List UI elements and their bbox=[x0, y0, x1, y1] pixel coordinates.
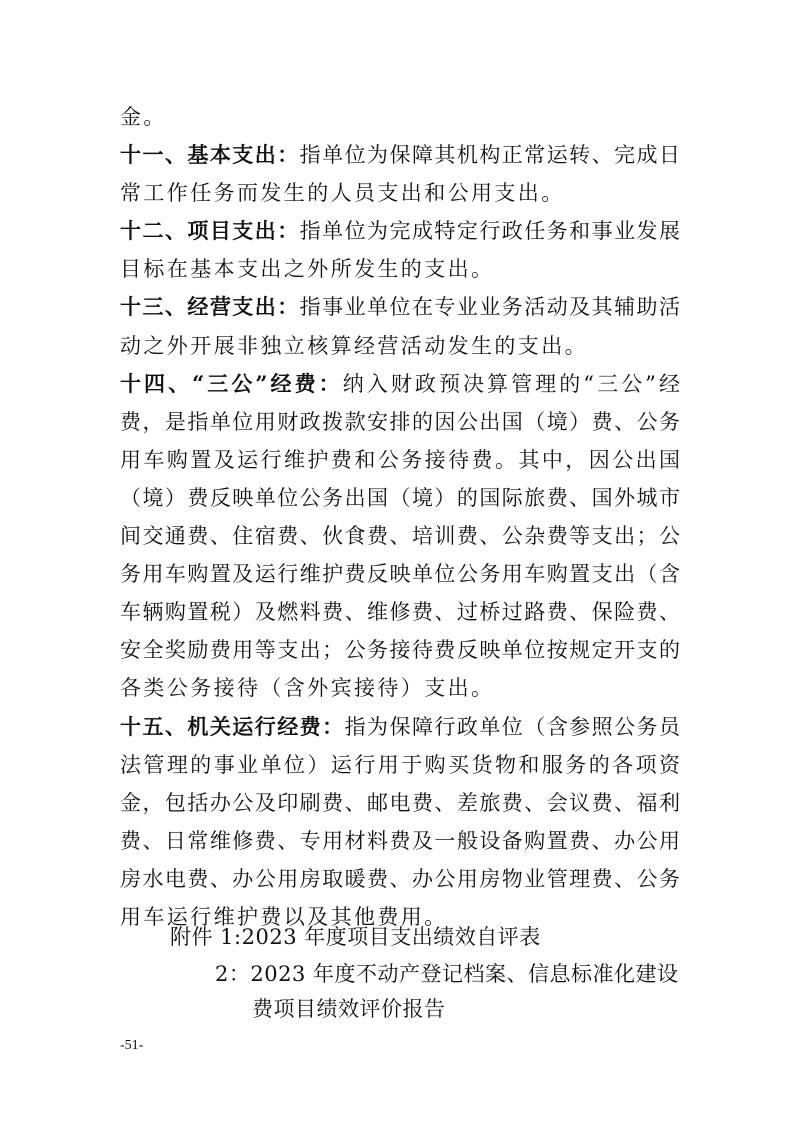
attachment-line-3: 费项目绩效评价报告 bbox=[252, 997, 446, 1021]
text-line: 金，包括办公及印刷费、邮电费、差旅费、会议费、福利 bbox=[120, 790, 680, 815]
text-line: 车辆购置税）及燃料费、维修费、过桥过路费、保险费、 bbox=[120, 600, 680, 625]
text-line: 法管理的事业单位）运行用于购买货物和服务的各项资 bbox=[120, 752, 680, 777]
text-line-term-15: 十五、机关运行经费：指为保障行政单位（含参照公务员 bbox=[120, 713, 681, 739]
text-line: 用车购置及运行维护费和公务接待费。其中，因公出国 bbox=[120, 447, 680, 472]
text-line: 间交通费、住宿费、伙食费、培训费、公杂费等支出；公 bbox=[120, 524, 680, 549]
term-heading: 十二、项目支出： bbox=[120, 218, 300, 244]
page-number: -51- bbox=[120, 1038, 144, 1053]
attachment-line-2: 2：2023 年度不动产登记档案、信息标准化建设 bbox=[215, 962, 679, 986]
text-line: 各类公务接待（含外宾接待）支出。 bbox=[120, 676, 495, 701]
document-body bbox=[120, 98, 680, 936]
text-line: 务用车购置及运行维护费反映单位公务用车购置支出（含 bbox=[120, 562, 680, 587]
text-line-term-14: 十四、“三公”经费：纳入财政预决算管理的“三公”经 bbox=[120, 370, 680, 396]
text-line: 目标在基本支出之外所发生的支出。 bbox=[120, 257, 495, 282]
text-line-term-13: 十三、经营支出：指事业单位在专业业务活动及其辅助活 bbox=[120, 294, 681, 320]
text-line: 常工作任务而发生的人员支出和公用支出。 bbox=[120, 181, 565, 206]
text-line: 费，是指单位用财政拨款安排的因公出国（境）费、公务 bbox=[120, 409, 680, 434]
term-heading: 十一、基本支出： bbox=[120, 142, 300, 168]
text-line-term-12: 十二、项目支出：指单位为完成特定行政任务和事业发展 bbox=[120, 218, 681, 244]
attachment-line-1: 附件 1:2023 年度项目支出绩效自评表 bbox=[170, 925, 541, 949]
term-heading: 十五、机关运行经费： bbox=[120, 713, 345, 739]
text-line: 用车运行维护费以及其他费用。 bbox=[120, 904, 448, 929]
term-heading: 十四、“三公”经费： bbox=[120, 370, 343, 396]
text-line: 动之外开展非独立核算经营活动发生的支出。 bbox=[120, 333, 588, 358]
text-line-term-11: 十一、基本支出：指单位为保障其机构正常运转、完成日 bbox=[120, 142, 681, 168]
text-line: 金。 bbox=[120, 105, 167, 129]
text-line: 房水电费、办公用房取暖费、办公用房物业管理费、公务 bbox=[120, 866, 680, 891]
text-line: （境）费反映单位公务出国（境）的国际旅费、国外城市 bbox=[120, 485, 680, 510]
text-line: 费、日常维修费、专用材料费及一般设备购置费、办公用 bbox=[120, 828, 680, 853]
text-line: 安全奖励费用等支出；公务接待费反映单位按规定开支的 bbox=[120, 638, 680, 663]
term-heading: 十三、经营支出： bbox=[120, 294, 300, 320]
